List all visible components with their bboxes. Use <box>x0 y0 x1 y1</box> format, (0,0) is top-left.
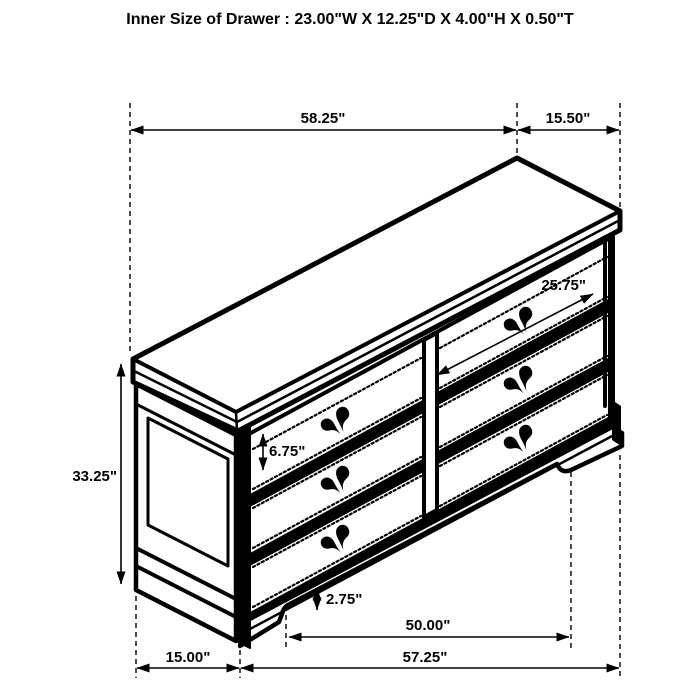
bottom-width-label: 57.25" <box>402 649 448 666</box>
top-slab-corner-edge <box>236 412 237 431</box>
diagram-title: Inner Size of Drawer : 23.00"W X 12.25"D X 4.00"H X 0.50"T <box>126 11 574 28</box>
base-span-label: 50.00" <box>405 617 451 634</box>
center-stile <box>424 333 437 517</box>
top-width-label: 58.25" <box>300 110 346 127</box>
drawer-face-height-label: 6.75" <box>269 443 306 460</box>
drawer-diagonal-label: 25.75" <box>541 277 586 294</box>
dresser-drawing <box>133 158 622 648</box>
overall-height-label: 33.25" <box>72 468 117 485</box>
top-depth-label: 15.50" <box>545 110 591 127</box>
base-right-corner-block <box>612 400 621 446</box>
front-left-corner-stile <box>236 418 250 648</box>
base-clearance-label: 2.75" <box>326 591 363 608</box>
bottom-depth-label: 15.00" <box>165 649 211 666</box>
